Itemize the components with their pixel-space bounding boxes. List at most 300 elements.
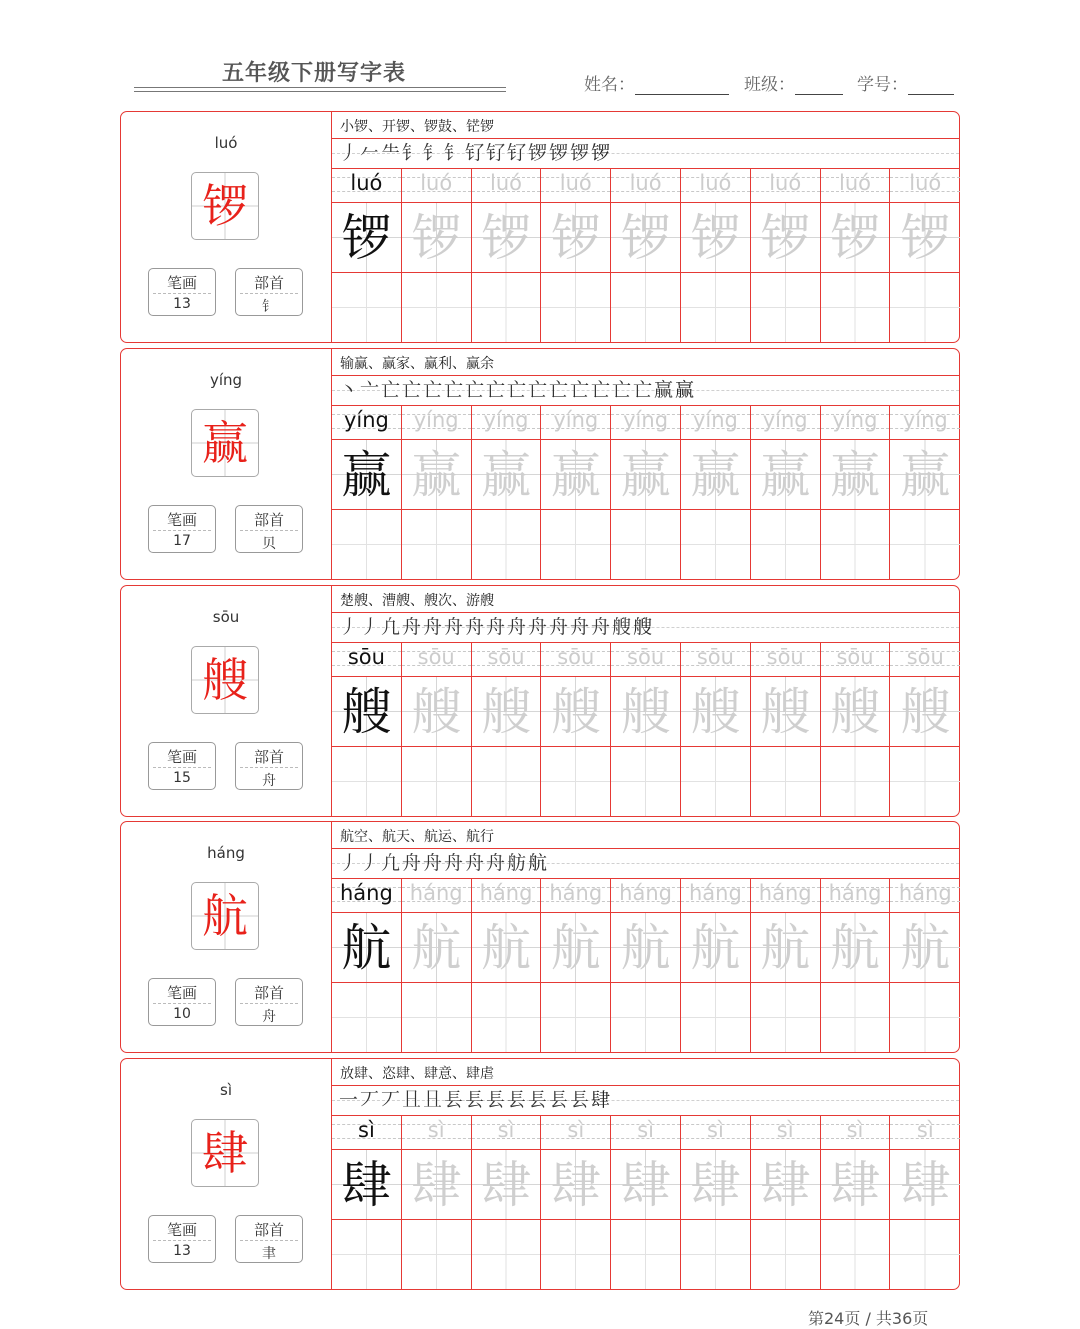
character-cell[interactable] <box>890 203 960 273</box>
character-cell[interactable] <box>751 440 820 510</box>
character-cell[interactable] <box>890 1150 960 1220</box>
blank-writing-cell[interactable] <box>681 1220 750 1289</box>
blank-writing-cell[interactable] <box>611 983 680 1052</box>
stroke-step: 锣 <box>527 142 547 164</box>
blank-writing-cell[interactable] <box>332 983 401 1052</box>
character-trace: 锣 <box>411 209 462 267</box>
pinyin-cell[interactable] <box>681 406 750 440</box>
model-character: 艘 <box>202 653 248 707</box>
pinyin-trace: háng <box>619 881 672 905</box>
character-trace: 赢 <box>760 446 811 504</box>
practice-column <box>332 643 402 816</box>
character-trace: 艘 <box>620 683 671 741</box>
practice-column <box>681 643 751 816</box>
radical-label: 部首 <box>253 511 284 529</box>
character-cell[interactable] <box>402 440 471 510</box>
pinyin-cell[interactable] <box>472 406 541 440</box>
stroke-step: 舟 <box>590 616 610 638</box>
character-trace: 艘 <box>829 683 880 741</box>
character-cell[interactable] <box>751 677 820 747</box>
words-row <box>332 112 959 139</box>
radical-box <box>235 505 303 553</box>
character-cell[interactable] <box>472 913 541 983</box>
character-cell[interactable] <box>681 677 750 747</box>
character-cell[interactable] <box>611 203 680 273</box>
character-cell[interactable] <box>821 440 890 510</box>
blank-writing-cell[interactable] <box>472 1220 541 1289</box>
word-examples: 小锣、开锣、锣鼓、铓锣 <box>340 119 494 135</box>
pinyin-trace: luó <box>838 171 871 195</box>
character-trace: 肆 <box>690 1156 741 1214</box>
pinyin-cell[interactable] <box>402 406 471 440</box>
pinyin-trace: sì <box>567 1118 585 1142</box>
character-cell[interactable] <box>541 203 610 273</box>
blank-writing-cell[interactable] <box>402 273 471 342</box>
pinyin-cell[interactable] <box>681 643 750 677</box>
practice-column <box>472 643 542 816</box>
stroke-step: 舟 <box>506 616 526 638</box>
character-trace: 锣 <box>341 209 392 267</box>
pinyin-cell[interactable] <box>890 169 960 203</box>
model-character-box <box>191 882 259 950</box>
stroke-step: 镸 <box>464 1089 484 1111</box>
character-cell[interactable] <box>332 677 401 747</box>
blank-writing-cell[interactable] <box>611 747 680 816</box>
stroke-order-row <box>332 613 959 643</box>
character-trace: 锣 <box>620 209 671 267</box>
character-cell[interactable] <box>541 913 610 983</box>
practice-column <box>890 406 960 579</box>
pinyin-trace: sì <box>707 1118 724 1142</box>
pinyin-trace: luó <box>769 171 802 195</box>
pinyin-cell[interactable] <box>332 879 401 913</box>
pinyin-cell[interactable] <box>472 169 541 203</box>
stroke-step: 丿 <box>359 616 379 638</box>
words-row <box>332 822 959 849</box>
stroke-step: 钅 <box>401 142 421 164</box>
blank-writing-cell[interactable] <box>402 747 471 816</box>
stroke-count-value: 10 <box>173 1006 191 1022</box>
pinyin-trace: háng <box>479 881 533 905</box>
title-underline <box>134 87 506 88</box>
practice-column <box>332 1116 402 1289</box>
pinyin-cell[interactable] <box>332 406 401 440</box>
character-cell[interactable] <box>890 913 960 983</box>
stroke-order-list <box>338 850 548 876</box>
blank-writing-cell[interactable] <box>541 1220 610 1289</box>
pinyin-cell[interactable] <box>611 879 680 913</box>
pinyin-label: sōu <box>212 608 240 626</box>
character-trace: 锣 <box>760 209 811 267</box>
blank-writing-cell[interactable] <box>541 510 610 579</box>
pinyin-cell[interactable] <box>821 643 890 677</box>
id-label: 学号： <box>857 75 908 95</box>
blank-writing-cell[interactable] <box>472 983 541 1052</box>
character-trace: 锣 <box>900 209 951 267</box>
blank-writing-cell[interactable] <box>681 747 750 816</box>
practice-column <box>472 879 542 1052</box>
word-examples: 楚艘、漕艘、艘次、游艘 <box>340 593 494 609</box>
character-trace: 航 <box>411 919 462 977</box>
practice-area <box>332 349 959 579</box>
character-cell[interactable] <box>821 1150 890 1220</box>
character-cell[interactable] <box>402 1150 471 1220</box>
class-blank[interactable] <box>795 76 843 95</box>
stroke-step: 镸 <box>548 1089 568 1111</box>
word-examples: 航空、航天、航运、航行 <box>340 829 494 845</box>
blank-writing-cell[interactable] <box>681 983 750 1052</box>
pinyin-trace: luó <box>489 171 522 195</box>
character-trace: 艘 <box>900 683 951 741</box>
pinyin-cell[interactable] <box>611 1116 680 1150</box>
pinyin-trace: yíng <box>623 408 669 432</box>
blank-writing-cell[interactable] <box>332 273 401 342</box>
id-blank[interactable] <box>908 76 954 95</box>
stroke-step: 凢 <box>380 852 400 874</box>
pinyin-cell[interactable] <box>751 169 820 203</box>
radical-label: 部首 <box>253 984 284 1002</box>
stroke-step: 舫 <box>506 852 526 874</box>
blank-writing-cell[interactable] <box>821 747 890 816</box>
blank-writing-cell[interactable] <box>821 510 890 579</box>
pinyin-trace: yíng <box>483 408 529 432</box>
character-cell[interactable] <box>821 203 890 273</box>
blank-writing-cell[interactable] <box>890 273 960 342</box>
blank-writing-cell[interactable] <box>541 983 610 1052</box>
practice-column <box>751 879 821 1052</box>
pinyin-cell[interactable] <box>751 879 820 913</box>
character-cell[interactable] <box>821 677 890 747</box>
pinyin-cell[interactable] <box>332 643 401 677</box>
practice-column <box>611 879 681 1052</box>
pinyin-cell[interactable] <box>821 1116 890 1150</box>
character-cell[interactable] <box>332 913 401 983</box>
blank-writing-cell[interactable] <box>402 1220 471 1289</box>
pinyin-cell[interactable] <box>751 643 820 677</box>
blank-writing-cell[interactable] <box>751 747 820 816</box>
blank-writing-cell[interactable] <box>681 510 750 579</box>
practice-grid <box>332 879 959 1052</box>
blank-writing-cell[interactable] <box>472 747 541 816</box>
character-trace: 艘 <box>480 683 531 741</box>
blank-writing-cell[interactable] <box>541 273 610 342</box>
pinyin-cell[interactable] <box>681 1116 750 1150</box>
stroke-step: 𠀇 <box>422 1089 442 1111</box>
blank-writing-cell[interactable] <box>751 983 820 1052</box>
character-cell[interactable] <box>402 913 471 983</box>
pinyin-trace: yíng <box>413 408 459 432</box>
blank-writing-cell[interactable] <box>751 1220 820 1289</box>
model-character: 航 <box>202 889 248 943</box>
blank-writing-cell[interactable] <box>611 510 680 579</box>
practice-area <box>332 112 959 342</box>
character-trace: 锣 <box>550 209 601 267</box>
character-trace: 锣 <box>829 209 880 267</box>
character-cell[interactable] <box>402 677 471 747</box>
stroke-step: 钅 <box>422 142 442 164</box>
character-card <box>120 111 960 343</box>
pinyin-cell[interactable] <box>821 879 890 913</box>
character-cell[interactable] <box>472 1150 541 1220</box>
pinyin-trace: háng <box>339 881 393 905</box>
character-trace: 航 <box>341 919 392 977</box>
practice-column <box>821 879 891 1052</box>
practice-column <box>681 879 751 1052</box>
character-cell[interactable] <box>890 440 960 510</box>
blank-writing-cell[interactable] <box>611 1220 680 1289</box>
pinyin-trace: luó <box>350 171 383 195</box>
character-trace: 航 <box>620 919 671 977</box>
character-cell[interactable] <box>472 440 541 510</box>
blank-writing-cell[interactable] <box>472 510 541 579</box>
pinyin-trace: yíng <box>692 408 738 432</box>
pinyin-cell[interactable] <box>541 879 610 913</box>
practice-column <box>890 643 960 816</box>
character-card <box>120 348 960 580</box>
character-cell[interactable] <box>541 440 610 510</box>
blank-writing-cell[interactable] <box>751 273 820 342</box>
stroke-order-list <box>338 614 653 640</box>
stroke-step: 一 <box>338 1089 358 1111</box>
pinyin-cell[interactable] <box>611 406 680 440</box>
character-cell[interactable] <box>472 203 541 273</box>
blank-writing-cell[interactable] <box>332 747 401 816</box>
character-cell[interactable] <box>611 913 680 983</box>
pinyin-cell[interactable] <box>402 879 471 913</box>
blank-writing-cell[interactable] <box>890 510 960 579</box>
pinyin-cell[interactable] <box>821 169 890 203</box>
pinyin-trace: sōu <box>557 645 595 669</box>
stroke-count-value: 15 <box>173 770 191 786</box>
blank-writing-cell[interactable] <box>541 747 610 816</box>
class-field[interactable] <box>744 70 843 95</box>
practice-grid <box>332 169 959 342</box>
character-info-panel <box>121 586 332 816</box>
stroke-step: 赢 <box>674 379 694 401</box>
practice-column <box>541 1116 611 1289</box>
pinyin-trace: sì <box>776 1118 794 1142</box>
pinyin-cell[interactable] <box>681 169 750 203</box>
pinyin-trace: háng <box>409 881 463 905</box>
pinyin-cell[interactable] <box>541 1116 610 1150</box>
character-cell[interactable] <box>402 203 471 273</box>
name-blank[interactable] <box>635 76 729 95</box>
pinyin-cell[interactable] <box>890 643 960 677</box>
stroke-count-box <box>148 742 216 790</box>
character-cell[interactable] <box>681 203 750 273</box>
pinyin-trace: háng <box>688 881 742 905</box>
stroke-count-label: 笔画 <box>166 984 197 1002</box>
pinyin-cell[interactable] <box>821 406 890 440</box>
character-cell[interactable] <box>681 440 750 510</box>
practice-column <box>472 1116 542 1289</box>
stroke-step: 舟 <box>464 616 484 638</box>
character-cell[interactable] <box>681 1150 750 1220</box>
character-info-panel <box>121 112 332 342</box>
stroke-step: 丿 <box>338 852 358 874</box>
pinyin-label: luó <box>214 134 238 152</box>
blank-writing-cell[interactable] <box>332 1220 401 1289</box>
character-cell[interactable] <box>472 677 541 747</box>
stroke-count-label: 笔画 <box>166 748 197 766</box>
blank-writing-cell[interactable] <box>472 273 541 342</box>
character-trace: 赢 <box>411 446 462 504</box>
blank-writing-cell[interactable] <box>890 747 960 816</box>
blank-writing-cell[interactable] <box>681 273 750 342</box>
model-character: 锣 <box>202 179 248 233</box>
practice-grid <box>332 643 959 816</box>
blank-writing-cell[interactable] <box>890 1220 960 1289</box>
stroke-step: 舟 <box>485 616 505 638</box>
character-cell[interactable] <box>332 203 401 273</box>
pinyin-cell[interactable] <box>472 643 541 677</box>
pinyin-cell[interactable] <box>402 1116 471 1150</box>
character-cell[interactable] <box>611 677 680 747</box>
pinyin-cell[interactable] <box>472 879 541 913</box>
pinyin-trace: yíng <box>762 408 808 432</box>
character-cell[interactable] <box>541 677 610 747</box>
character-cell[interactable] <box>821 913 890 983</box>
blank-writing-cell[interactable] <box>751 510 820 579</box>
name-label: 姓名： <box>584 75 635 95</box>
character-trace: 肆 <box>411 1156 462 1214</box>
stroke-order-row <box>332 376 959 406</box>
practice-column <box>402 879 472 1052</box>
stroke-step: 舟 <box>485 852 505 874</box>
practice-column <box>472 169 542 342</box>
pinyin-trace: sōu <box>417 645 455 669</box>
character-trace: 肆 <box>480 1156 531 1214</box>
character-cell[interactable] <box>611 440 680 510</box>
character-trace: 赢 <box>690 446 741 504</box>
radical-value: 聿 <box>262 1246 276 1262</box>
stroke-count-box <box>148 978 216 1026</box>
stroke-step: 镸 <box>485 1089 505 1111</box>
pinyin-trace: sōu <box>627 645 665 669</box>
blank-writing-cell[interactable] <box>821 983 890 1052</box>
blank-writing-cell[interactable] <box>890 983 960 1052</box>
practice-column <box>541 169 611 342</box>
character-card <box>120 1058 960 1290</box>
stroke-count-box <box>148 268 216 316</box>
pinyin-cell[interactable] <box>541 643 610 677</box>
pinyin-cell[interactable] <box>890 406 960 440</box>
stroke-step: 亡 <box>590 379 610 401</box>
character-trace: 赢 <box>620 446 671 504</box>
character-trace: 肆 <box>900 1156 951 1214</box>
pinyin-trace: sōu <box>347 645 385 669</box>
pinyin-label: sì <box>220 1081 232 1099</box>
character-card <box>120 821 960 1053</box>
character-cell[interactable] <box>681 913 750 983</box>
character-trace: 赢 <box>829 446 880 504</box>
class-label: 班级： <box>744 75 795 95</box>
stroke-step: 舟 <box>401 616 421 638</box>
character-trace: 航 <box>760 919 811 977</box>
pinyin-cell[interactable] <box>472 1116 541 1150</box>
pinyin-cell[interactable] <box>890 879 960 913</box>
character-cell[interactable] <box>890 677 960 747</box>
pinyin-trace: háng <box>758 881 812 905</box>
word-examples: 输赢、赢家、赢利、赢余 <box>340 356 494 372</box>
pinyin-cell[interactable] <box>332 1116 401 1150</box>
pinyin-cell[interactable] <box>681 879 750 913</box>
stroke-count-label: 笔画 <box>166 511 197 529</box>
pinyin-cell[interactable] <box>402 643 471 677</box>
character-cell[interactable] <box>611 1150 680 1220</box>
stroke-order-list <box>338 377 695 403</box>
pinyin-cell[interactable] <box>541 406 610 440</box>
stroke-step: 亡 <box>380 379 400 401</box>
practice-column <box>402 406 472 579</box>
practice-column <box>472 406 542 579</box>
radical-box <box>235 1215 303 1263</box>
character-trace: 赢 <box>480 446 531 504</box>
blank-writing-cell[interactable] <box>821 1220 890 1289</box>
stroke-count-value: 13 <box>173 296 191 312</box>
practice-column <box>541 879 611 1052</box>
pinyin-cell[interactable] <box>751 406 820 440</box>
practice-column <box>821 406 891 579</box>
stroke-step: 舟 <box>401 852 421 874</box>
pinyin-trace: sì <box>427 1118 445 1142</box>
pinyin-cell[interactable] <box>611 643 680 677</box>
stroke-step: 舟 <box>464 852 484 874</box>
model-character-box <box>191 409 259 477</box>
character-cell[interactable] <box>751 203 820 273</box>
stroke-count-value: 17 <box>173 533 191 549</box>
practice-column <box>751 169 821 342</box>
name-field[interactable] <box>584 70 729 95</box>
pinyin-trace: yíng <box>902 408 948 432</box>
stroke-step: 亡 <box>485 379 505 401</box>
model-character-box <box>191 646 259 714</box>
blank-writing-cell[interactable] <box>611 273 680 342</box>
pinyin-cell[interactable] <box>611 169 680 203</box>
practice-column <box>611 406 681 579</box>
words-row <box>332 1059 959 1086</box>
pinyin-cell[interactable] <box>751 1116 820 1150</box>
blank-writing-cell[interactable] <box>402 983 471 1052</box>
radical-box <box>235 742 303 790</box>
practice-column <box>681 169 751 342</box>
stroke-step: 丿 <box>359 852 379 874</box>
pinyin-cell[interactable] <box>402 169 471 203</box>
stroke-step: 舟 <box>443 616 463 638</box>
radical-label: 部首 <box>253 274 284 292</box>
model-character: 赢 <box>202 416 248 470</box>
blank-writing-cell[interactable] <box>332 510 401 579</box>
character-cell[interactable] <box>332 440 401 510</box>
character-trace: 艘 <box>550 683 601 741</box>
stroke-step: 亡 <box>464 379 484 401</box>
character-cell[interactable] <box>541 1150 610 1220</box>
practice-column <box>681 1116 751 1289</box>
character-cell[interactable] <box>332 1150 401 1220</box>
blank-writing-cell[interactable] <box>821 273 890 342</box>
blank-writing-cell[interactable] <box>402 510 471 579</box>
pinyin-cell[interactable] <box>890 1116 960 1150</box>
pinyin-trace: sì <box>497 1118 515 1142</box>
radical-value: 贝 <box>262 536 276 552</box>
pinyin-cell[interactable] <box>541 169 610 203</box>
stroke-step: 𠂉 <box>359 142 379 164</box>
character-cell[interactable] <box>751 1150 820 1220</box>
id-field[interactable] <box>857 70 954 95</box>
character-cell[interactable] <box>751 913 820 983</box>
pinyin-trace: sì <box>916 1118 934 1142</box>
pinyin-cell[interactable] <box>332 169 401 203</box>
